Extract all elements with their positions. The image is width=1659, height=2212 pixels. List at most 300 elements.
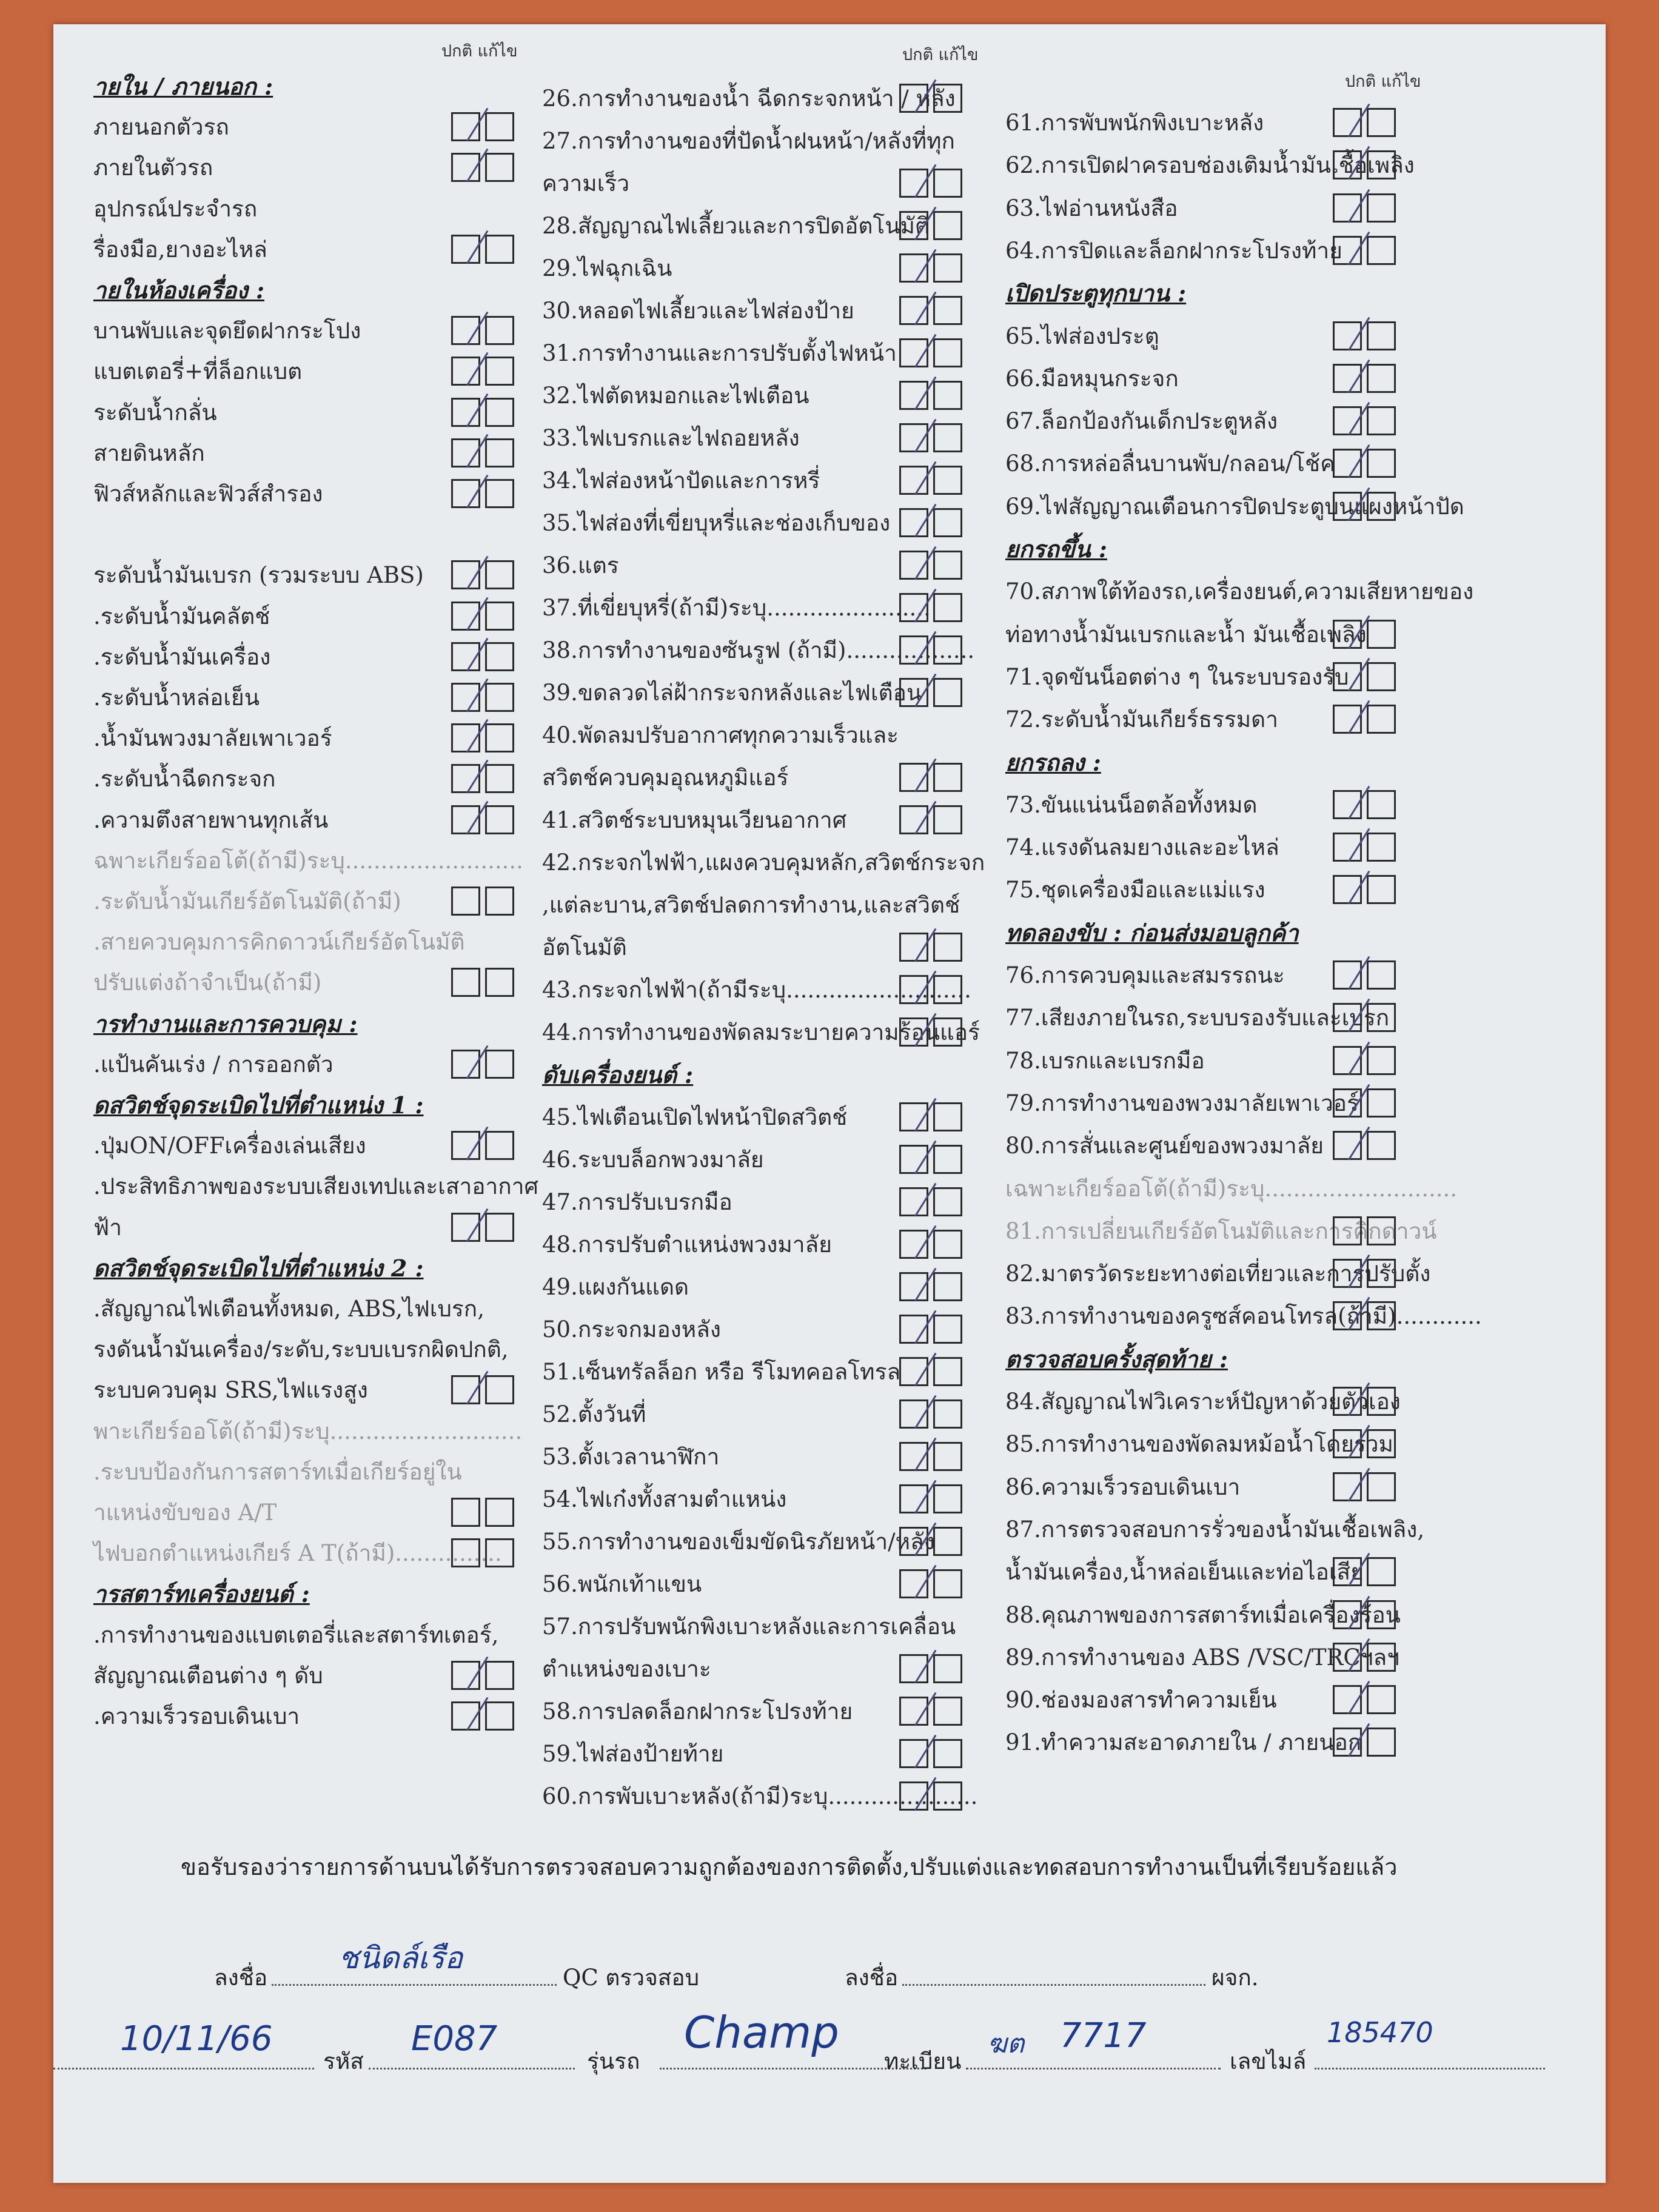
checklist-item-label: ความเร็ว [542, 170, 629, 196]
fix-checkbox[interactable] [1367, 492, 1396, 521]
checklist-item [93, 760, 276, 797]
fix-checkbox[interactable] [1367, 449, 1396, 478]
normal-checkbox[interactable] [899, 1102, 928, 1131]
checklist-item [542, 1396, 646, 1432]
fix-checkbox[interactable] [933, 1315, 962, 1344]
normal-checkbox[interactable] [1333, 1131, 1362, 1160]
fix-checkbox[interactable] [485, 479, 514, 508]
checklist-item-label: สายดินหลัก [93, 440, 205, 466]
checklist-item-label: 62.การเปิดฝาครอบช่องเติมน้ำมันเชื้อเพลิง [1005, 152, 1415, 178]
fix-checkbox[interactable] [485, 642, 514, 671]
checklist-item [1005, 445, 1335, 481]
normal-checkbox[interactable] [451, 723, 480, 752]
normal-checkbox[interactable] [451, 886, 480, 916]
fix-checkbox[interactable] [1367, 1088, 1396, 1118]
fix-checkbox[interactable] [933, 1527, 962, 1556]
fix-checkbox[interactable] [933, 169, 962, 198]
fix-checkbox[interactable] [933, 1399, 962, 1429]
fix-checkbox[interactable] [933, 1442, 962, 1471]
checkbox-pair [1333, 960, 1396, 990]
checklist-item [542, 802, 846, 838]
normal-checkbox[interactable] [1333, 1557, 1362, 1586]
normal-checkbox[interactable] [899, 1230, 928, 1259]
checkbox-pair [451, 1701, 514, 1731]
registration-line[interactable] [966, 2068, 1221, 2070]
checklist-item-label: ระบบควบคุม SRS,ไฟแรงสูง [93, 1376, 368, 1403]
checkbox-pair [1333, 620, 1396, 649]
checklist-item [1005, 871, 1265, 908]
fix-checkbox[interactable] [1367, 1216, 1396, 1245]
checklist-item [542, 462, 820, 498]
fix-checkbox[interactable] [485, 438, 514, 468]
normal-checkbox[interactable] [899, 635, 928, 665]
fix-checkbox[interactable] [485, 153, 514, 182]
fix-checkbox[interactable] [1367, 1728, 1396, 1757]
checklist-item [1005, 1085, 1359, 1121]
normal-checkbox[interactable] [451, 153, 480, 182]
normal-checkbox[interactable] [899, 1527, 928, 1556]
checkbox-pair [451, 235, 514, 264]
normal-checkbox[interactable] [899, 338, 928, 367]
normal-checkbox[interactable] [1333, 705, 1362, 734]
qc-signature-line[interactable] [272, 1984, 557, 1986]
normal-checkbox[interactable] [1333, 620, 1362, 649]
fix-checkbox[interactable] [933, 551, 962, 580]
checklist-item-label: 53.ตั้งเวลานาฬิกา [542, 1443, 720, 1470]
manager-signature-line[interactable] [902, 1984, 1205, 1986]
fix-checkbox[interactable] [1367, 1643, 1396, 1672]
checklist-item [1005, 829, 1279, 865]
fix-checkbox[interactable] [485, 1050, 514, 1079]
fix-checkbox[interactable] [933, 678, 962, 707]
fix-checkbox[interactable] [1367, 662, 1396, 691]
checklist-item-label: 77.เสียงภายในรถ,ระบบรองรับและเบรก [1005, 1004, 1390, 1031]
fix-checkbox[interactable] [1367, 1131, 1396, 1160]
fix-checkbox[interactable] [933, 1230, 962, 1259]
fix-checkbox[interactable] [485, 1213, 514, 1242]
checklist-item [93, 1698, 300, 1734]
normal-checkbox[interactable] [1333, 875, 1362, 904]
checklist-item-label: .ระดับน้ำมันเกียร์อัตโนมัติ(ถ้ามี) [93, 888, 401, 914]
fix-checkbox[interactable] [1367, 1600, 1396, 1629]
normal-checkbox[interactable] [1333, 662, 1362, 691]
normal-checkbox[interactable] [899, 763, 928, 792]
fix-checkbox[interactable] [933, 933, 962, 962]
fix-checkbox[interactable] [1367, 1557, 1396, 1586]
fix-checkbox[interactable] [933, 381, 962, 410]
fix-checkbox[interactable] [933, 1781, 962, 1811]
normal-checkbox[interactable] [451, 1661, 480, 1690]
code-line[interactable] [369, 2068, 575, 2070]
checklist-item-label: 45.ไฟเตือนเปิดไฟหน้าปิดสวิตช์ [542, 1104, 848, 1130]
checklist-item [93, 1046, 333, 1082]
fix-checkbox[interactable] [1367, 620, 1396, 649]
fix-checkbox[interactable] [1367, 193, 1396, 223]
fix-checkbox[interactable] [485, 357, 514, 386]
normal-checkbox[interactable] [1333, 236, 1362, 265]
normal-checkbox[interactable] [451, 642, 480, 671]
checklist-item [542, 1438, 719, 1475]
normal-checkbox[interactable] [451, 805, 480, 834]
fix-checkbox[interactable] [1367, 1387, 1396, 1416]
fix-checkbox[interactable] [485, 805, 514, 834]
fix-checkbox[interactable] [933, 508, 962, 537]
checklist-item-label: 86.ความเร็วรอบเดินเบา [1005, 1473, 1241, 1500]
checklist-item [1005, 360, 1179, 397]
checklist-item [542, 1141, 764, 1178]
checkbox-pair [451, 1375, 514, 1404]
fix-checkbox[interactable] [933, 84, 962, 113]
checklist-item-label: 66.มือหมุนกระจก [1005, 365, 1179, 392]
checklist-item-label: แบตเตอรี่+ที่ล็อกแบต [93, 358, 303, 384]
normal-checkbox[interactable] [1333, 1685, 1362, 1714]
checkbox-pair [451, 1131, 514, 1160]
checkbox-pair [1333, 1301, 1396, 1330]
checklist-item-label: 82.มาตรวัดระยะทางต่อเที่ยวและการปรับตั้ง [1005, 1260, 1431, 1287]
fix-checkbox[interactable] [485, 723, 514, 752]
section-heading [93, 1005, 358, 1042]
normal-checkbox[interactable] [899, 1315, 928, 1344]
section-heading-label: ยกรถขึ้น : [1005, 535, 1107, 563]
fix-checkbox[interactable] [485, 1131, 514, 1160]
fix-checkbox[interactable] [1367, 1685, 1396, 1714]
fix-checkbox[interactable] [933, 805, 962, 834]
checkbox-pair [1333, 662, 1396, 691]
normal-checkbox[interactable] [451, 112, 480, 141]
fix-checkbox[interactable] [1367, 321, 1396, 350]
normal-checkbox[interactable] [899, 593, 928, 622]
fix-checkbox[interactable] [1367, 705, 1396, 734]
checkbox-pair [1333, 193, 1396, 223]
normal-checkbox[interactable] [451, 235, 480, 264]
normal-checkbox[interactable] [1333, 1216, 1362, 1245]
fix-checkbox[interactable] [933, 1739, 962, 1768]
normal-checkbox[interactable] [1333, 1429, 1362, 1458]
normal-checkbox[interactable] [451, 357, 480, 386]
checklist-item [1005, 957, 1285, 993]
checklist-item-label: 49.แผงกันแดด [542, 1273, 689, 1300]
fix-checkbox[interactable] [933, 1484, 962, 1513]
fix-checkbox[interactable] [1367, 1472, 1396, 1501]
fix-checkbox[interactable] [933, 593, 962, 622]
checklist-item-label: 72.ระดับน้ำมันเกียร์ธรรมดา [1005, 706, 1278, 732]
fix-checkbox[interactable] [1367, 108, 1396, 137]
normal-checkbox[interactable] [451, 1498, 480, 1527]
mileage-line[interactable] [1315, 2068, 1545, 2070]
fix-checkbox[interactable] [485, 1498, 514, 1527]
checklist-item-label: .ความตึงสายพานทุกเส้น [93, 806, 329, 833]
normal-checkbox[interactable] [899, 211, 928, 240]
checkbox-pair [1333, 1216, 1396, 1245]
normal-checkbox[interactable] [451, 1050, 480, 1079]
normal-checkbox[interactable] [899, 1569, 928, 1598]
checklist-item [542, 674, 922, 711]
checklist-item [542, 929, 627, 965]
checklist-item-label: ท่อทางน้ำมันเบรกและน้ำ มันเชื้อเพลิง [1005, 621, 1367, 648]
normal-checkbox[interactable] [899, 1187, 928, 1216]
normal-checkbox[interactable] [451, 1375, 480, 1404]
checklist-item-label: .ความเร็วรอบเดินเบา [93, 1703, 300, 1729]
checklist-item [93, 883, 401, 919]
checklist-item [93, 1453, 462, 1490]
checklist-item [542, 1693, 853, 1729]
checklist-item [93, 1168, 538, 1204]
checkbox-pair [899, 1697, 962, 1726]
normal-checkbox[interactable] [1333, 1046, 1362, 1075]
fix-checkbox[interactable] [485, 1661, 514, 1690]
checklist-item [93, 923, 464, 960]
checkbox-pair [899, 1187, 962, 1216]
fix-checkbox[interactable] [933, 423, 962, 452]
fix-checkbox[interactable] [933, 1654, 962, 1683]
checklist-item-label: 51.เซ็นทรัลล็อก หรือ รีโมทคอลโทรล [542, 1358, 901, 1385]
checkbox-pair [451, 1498, 514, 1527]
fix-checkbox[interactable] [933, 1697, 962, 1726]
normal-checkbox[interactable] [451, 764, 480, 793]
checklist-item-label: 33.ไฟเบรกและไฟถอยหลัง [542, 424, 800, 451]
normal-checkbox[interactable] [451, 968, 480, 997]
normal-checkbox[interactable] [1333, 1259, 1362, 1288]
checkbox-pair [1333, 875, 1396, 904]
normal-checkbox[interactable] [899, 1272, 928, 1301]
checklist-item-label: 27.การทำงานของที่ปัดน้ำฝนหน้า/หลังที่ทุก [542, 127, 955, 154]
checklist-item [93, 557, 424, 593]
checkbox-pair [899, 1569, 962, 1598]
checklist-item-label: .ระบบป้องกันการสตาร์ทเมื่อเกียร์อยู่ใน [93, 1458, 462, 1485]
normal-checkbox[interactable] [899, 1697, 928, 1726]
checklist-item-label: 50.กระจกมองหลัง [542, 1316, 721, 1342]
fix-checkbox[interactable] [485, 1375, 514, 1404]
fix-checkbox[interactable] [1367, 150, 1396, 179]
normal-checkbox[interactable] [1333, 406, 1362, 435]
normal-checkbox[interactable] [899, 169, 928, 198]
normal-checkbox[interactable] [451, 1131, 480, 1160]
fix-checkbox[interactable] [1367, 1301, 1396, 1330]
normal-checkbox[interactable] [1333, 1643, 1362, 1672]
checklist-item-label: 57.การปรับพนักพิงเบาะหลังและการเคลื่อน [542, 1613, 956, 1640]
fix-checkbox[interactable] [485, 316, 514, 345]
checklist-item-label: ระดับน้ำกลั่น [93, 399, 217, 426]
fix-checkbox[interactable] [1367, 1003, 1396, 1032]
normal-checkbox[interactable] [899, 1145, 928, 1174]
fix-checkbox[interactable] [933, 975, 962, 1004]
normal-checkbox[interactable] [899, 1017, 928, 1047]
checklist-item-label: 87.การตรวจสอบการรั่วของน้ำมันเชื้อเพลิง, [1005, 1516, 1425, 1543]
normal-checkbox[interactable] [899, 1654, 928, 1683]
normal-checkbox[interactable] [899, 381, 928, 410]
checklist-item [542, 1523, 935, 1560]
normal-checkbox[interactable] [451, 1538, 480, 1567]
section-heading [1005, 1341, 1228, 1377]
normal-checkbox[interactable] [899, 678, 928, 707]
checklist-item [1005, 190, 1178, 226]
normal-checkbox[interactable] [451, 479, 480, 508]
normal-checkbox[interactable] [1333, 150, 1362, 179]
checklist-item-label: .ระดับน้ำมันคลัตช์ [93, 603, 270, 629]
checklist-item-label: ฉพาะเกียร์ออโต้(ถ้ามี)ระบุ......................... [93, 847, 523, 874]
normal-checkbox[interactable] [899, 975, 928, 1004]
normal-checkbox[interactable] [899, 551, 928, 580]
normal-checkbox[interactable] [1333, 1472, 1362, 1501]
checklist-item-label: .การทำงานของแบตเตอรี่และสตาร์ทเตอร์, [93, 1621, 499, 1648]
normal-checkbox[interactable] [899, 1357, 928, 1386]
normal-checkbox[interactable] [1333, 790, 1362, 819]
fix-checkbox[interactable] [485, 560, 514, 589]
normal-checkbox[interactable] [1333, 492, 1362, 521]
model-handwritten: Champ [684, 2007, 839, 2058]
checklist-item-label: าแหน่งขับของ A/T [93, 1499, 277, 1526]
normal-checkbox[interactable] [899, 933, 928, 962]
checklist-item [1005, 999, 1389, 1036]
checklist-item [542, 1226, 832, 1262]
normal-checkbox[interactable] [451, 560, 480, 589]
checklist-item-label: 34.ไฟส่องหน้าปัดและการหรี่ [542, 467, 820, 494]
checkbox-pair [451, 112, 514, 141]
normal-checkbox[interactable] [899, 1739, 928, 1768]
checkbox-pair [899, 296, 962, 325]
fix-checkbox[interactable] [485, 398, 514, 427]
normal-checkbox[interactable] [1333, 833, 1362, 862]
fix-checkbox[interactable] [1367, 1046, 1396, 1075]
fix-checkbox[interactable] [1367, 406, 1396, 435]
checklist-item [542, 1099, 847, 1135]
checklist-item-label: 36.แตร [542, 552, 619, 578]
checkbox-pair [451, 764, 514, 793]
fix-checkbox[interactable] [933, 253, 962, 283]
normal-checkbox[interactable] [1333, 1003, 1362, 1032]
normal-checkbox[interactable] [1333, 449, 1362, 478]
section-heading [93, 1087, 424, 1123]
normal-checkbox[interactable] [1333, 108, 1362, 137]
fix-checkbox[interactable] [1367, 960, 1396, 990]
checkbox-pair [451, 683, 514, 712]
checklist-item [542, 1651, 711, 1687]
normal-checkbox[interactable] [1333, 1728, 1362, 1757]
fix-checkbox[interactable] [1367, 1429, 1396, 1458]
checklist-item-label: ไฟบอกตำแหน่งเกียร์ A T(ถ้ามี)............... [93, 1540, 502, 1566]
manager-label: ผจก. [1212, 1965, 1259, 1991]
normal-checkbox[interactable] [899, 508, 928, 537]
checkbox-pair [899, 933, 962, 962]
normal-checkbox[interactable] [899, 1442, 928, 1471]
checkbox-pair [451, 602, 514, 631]
fix-checkbox[interactable] [485, 1538, 514, 1567]
fix-checkbox[interactable] [1367, 790, 1396, 819]
fix-checkbox[interactable] [933, 1017, 962, 1047]
checklist-item-label: 78.เบรกและเบรกมือ [1005, 1047, 1205, 1074]
fix-checkbox[interactable] [933, 763, 962, 792]
checklist-item [542, 122, 955, 159]
normal-checkbox[interactable] [1333, 364, 1362, 393]
section-heading-label: ารทำงานและการควบคุม : [93, 1010, 358, 1037]
normal-checkbox[interactable] [899, 296, 928, 325]
fix-checkbox[interactable] [933, 635, 962, 665]
checkbox-pair [1333, 108, 1396, 137]
fix-checkbox[interactable] [1367, 1259, 1396, 1288]
registration-prefix: ฆต [987, 2028, 1025, 2059]
normal-checkbox[interactable] [1333, 193, 1362, 223]
registration-label: ทะเบียน [884, 2048, 962, 2074]
normal-checkbox[interactable] [451, 316, 480, 345]
fix-checkbox[interactable] [933, 466, 962, 495]
normal-checkbox[interactable] [1333, 1301, 1362, 1330]
fix-checkbox[interactable] [485, 886, 514, 916]
normal-checkbox[interactable] [451, 1701, 480, 1731]
date-line[interactable] [53, 2068, 314, 2070]
normal-checkbox[interactable] [451, 438, 480, 468]
normal-checkbox[interactable] [1333, 1600, 1362, 1629]
checkbox-pair [1333, 1685, 1396, 1714]
checklist-item-label: 55.การทำงานของเข็มขัดนิรภัยหน้า/หลัง [542, 1528, 935, 1555]
fix-checkbox[interactable] [933, 1145, 962, 1174]
normal-checkbox[interactable] [899, 253, 928, 283]
fix-checkbox[interactable] [485, 683, 514, 712]
checkbox-pair [1333, 1088, 1396, 1118]
fix-checkbox[interactable] [485, 764, 514, 793]
checkbox-pair [899, 1654, 962, 1683]
normal-checkbox[interactable] [899, 84, 928, 113]
fix-checkbox[interactable] [933, 1272, 962, 1301]
fix-checkbox[interactable] [1367, 875, 1396, 904]
normal-checkbox[interactable] [899, 1484, 928, 1513]
fix-checkbox[interactable] [933, 1187, 962, 1216]
normal-checkbox[interactable] [899, 423, 928, 452]
fix-checkbox[interactable] [933, 338, 962, 367]
col1-header: ปกติ แก้ไข [441, 42, 518, 61]
fix-checkbox[interactable] [933, 296, 962, 325]
checklist-item-label: 70.สภาพใต้ท้องรถ,เครื่องยนต์,ความเสียหายของ [1005, 578, 1474, 605]
fix-checkbox[interactable] [485, 1701, 514, 1731]
section-heading [93, 68, 273, 104]
checkbox-pair [899, 635, 962, 665]
fix-checkbox[interactable] [933, 1357, 962, 1386]
fix-checkbox[interactable] [1367, 833, 1396, 862]
fix-checkbox[interactable] [485, 112, 514, 141]
normal-checkbox[interactable] [1333, 321, 1362, 350]
normal-checkbox[interactable] [451, 1213, 480, 1242]
checkbox-pair [1333, 833, 1396, 862]
checklist-item-label: อุปกรณ์ประจำรถ [93, 195, 258, 222]
sign2-label: ลงชื่อ [845, 1965, 899, 1991]
checkbox-pair [899, 1272, 962, 1301]
fix-checkbox[interactable] [933, 1569, 962, 1598]
fix-checkbox[interactable] [933, 1102, 962, 1131]
normal-checkbox[interactable] [899, 1399, 928, 1429]
checklist-item-label: ระดับน้ำมันเบรก (รวมระบบ ABS) [93, 561, 424, 588]
normal-checkbox[interactable] [1333, 1387, 1362, 1416]
fix-checkbox[interactable] [485, 602, 514, 631]
checklist-item-label: 29.ไฟฉุกเฉิน [542, 255, 672, 281]
checkbox-pair [899, 84, 962, 113]
fix-checkbox[interactable] [933, 211, 962, 240]
section-heading-label: ายใน / ภายนอก : [93, 72, 273, 100]
normal-checkbox[interactable] [1333, 1088, 1362, 1118]
normal-checkbox[interactable] [899, 466, 928, 495]
normal-checkbox[interactable] [899, 805, 928, 834]
checkbox-pair [899, 1739, 962, 1768]
normal-checkbox[interactable] [451, 683, 480, 712]
normal-checkbox[interactable] [451, 602, 480, 631]
normal-checkbox[interactable] [451, 398, 480, 427]
fix-checkbox[interactable] [485, 968, 514, 997]
checklist-item-label: .ระดับน้ำหล่อเย็น [93, 684, 260, 711]
fix-checkbox[interactable] [1367, 364, 1396, 393]
normal-checkbox[interactable] [899, 1781, 928, 1811]
fix-checkbox[interactable] [485, 235, 514, 264]
fix-checkbox[interactable] [1367, 236, 1396, 265]
normal-checkbox[interactable] [1333, 960, 1362, 990]
checklist-item-label: 56.พนักเท้าแขน [542, 1570, 702, 1597]
